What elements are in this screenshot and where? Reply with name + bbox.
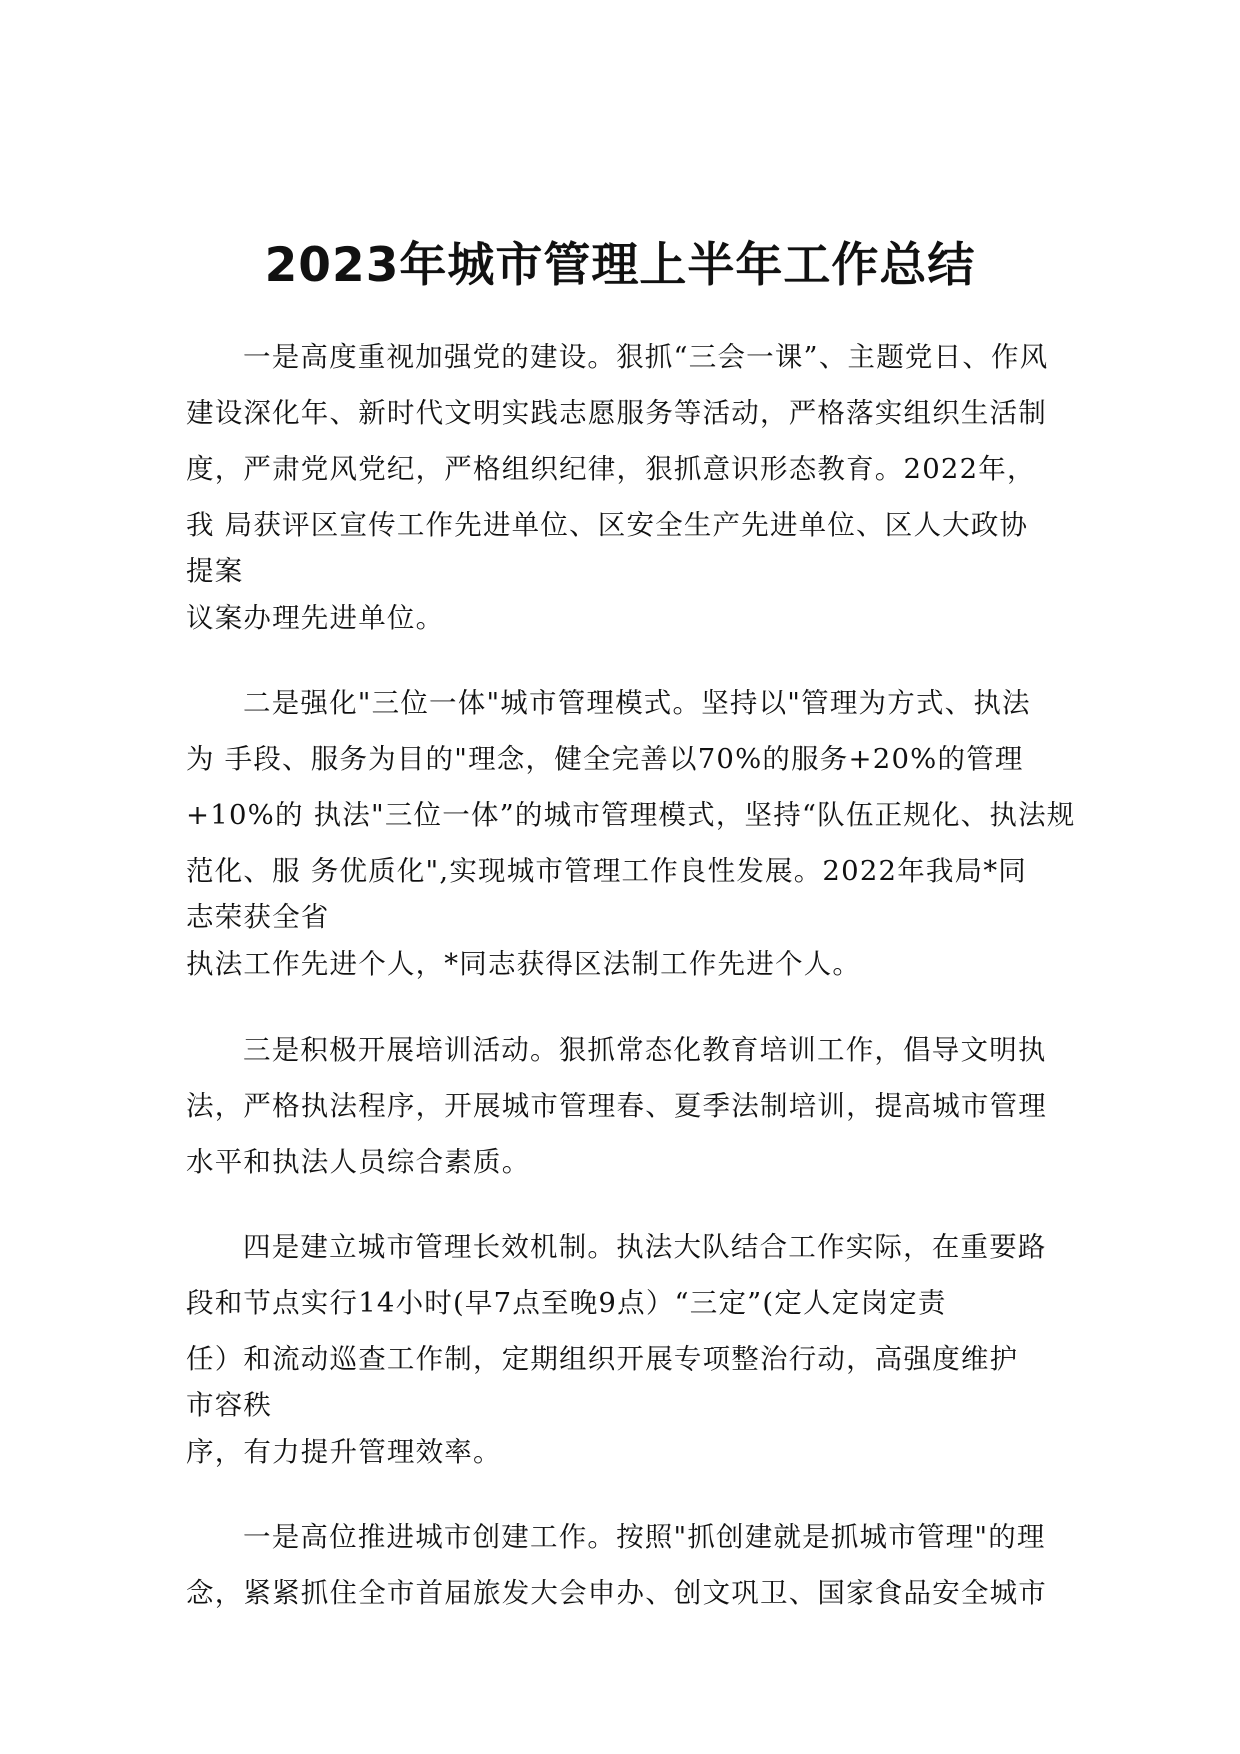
paragraph-1-line-1: 一是高度重视加强党的建设。狠抓“三会一课”、主题党日、作风 bbox=[243, 341, 1049, 373]
paragraph-2-line-2: 为 手段、服务为目的"理念，健全完善以70%的服务+20%的管理 bbox=[186, 743, 1024, 775]
paragraph-3-line-1: 三是积极开展培训活动。狠抓常态化教育培训工作，倡导文明执 bbox=[243, 1034, 1047, 1066]
paragraph-1-line-3: 度，严肃党风党纪，严格组织纪律，狠抓意识形态教育。2022年， bbox=[186, 453, 1036, 485]
paragraph-1-line-5: 提案 bbox=[186, 555, 244, 587]
paragraph-4-line-5: 序，有力提升管理效率。 bbox=[186, 1436, 502, 1468]
paragraph-3-line-2: 法，严格执法程序，开展城市管理春、夏季法制培训，提高城市管理 bbox=[186, 1090, 1047, 1122]
paragraph-4-line-2: 段和节点实行14小时(早7点至晚9点）“三定”(定人定岗定责 bbox=[186, 1287, 947, 1319]
paragraph-2-line-6: 执法工作先进个人，*同志获得区法制工作先进个人。 bbox=[186, 948, 862, 980]
paragraph-2-line-3: +10%的 执法"三位一体”的城市管理模式，坚持“队伍正规化、执法规 bbox=[186, 799, 1076, 831]
paragraph-5-line-1: 一是高位推进城市创建工作。按照"抓创建就是抓城市管理"的理 bbox=[243, 1521, 1046, 1553]
paragraph-1-line-4: 我 局获评区宣传工作先进单位、区安全生产先进单位、区人大政协 bbox=[186, 509, 1029, 541]
paragraph-2-line-4: 范化、服 务优质化",实现城市管理工作良性发展。2022年我局*同 bbox=[186, 855, 1027, 887]
paragraph-3-line-3: 水平和执法人员综合素质。 bbox=[186, 1146, 531, 1178]
paragraph-2-line-5: 志荣获全省 bbox=[186, 901, 330, 933]
paragraph-4-line-3: 任）和流动巡查工作制，定期组织开展专项整治行动，高强度维护 bbox=[186, 1343, 1019, 1375]
paragraph-4-line-1: 四是建立城市管理长效机制。执法大队结合工作实际，在重要路 bbox=[243, 1231, 1047, 1263]
paragraph-2-line-1: 二是强化"三位一体"城市管理模式。坚持以"管理为方式、执法 bbox=[243, 687, 1031, 719]
document-title: 2023年城市管理上半年工作总结 bbox=[264, 238, 976, 293]
paragraph-1-line-2: 建设深化年、新时代文明实践志愿服务等活动，严格落实组织生活制 bbox=[186, 397, 1047, 429]
paragraph-4-line-4: 市容秩 bbox=[186, 1389, 273, 1421]
paragraph-1-line-6: 议案办理先进单位。 bbox=[186, 602, 445, 634]
paragraph-5-line-2: 念，紧紧抓住全市首届旅发大会申办、创文巩卫、国家食品安全城市 bbox=[186, 1577, 1047, 1609]
